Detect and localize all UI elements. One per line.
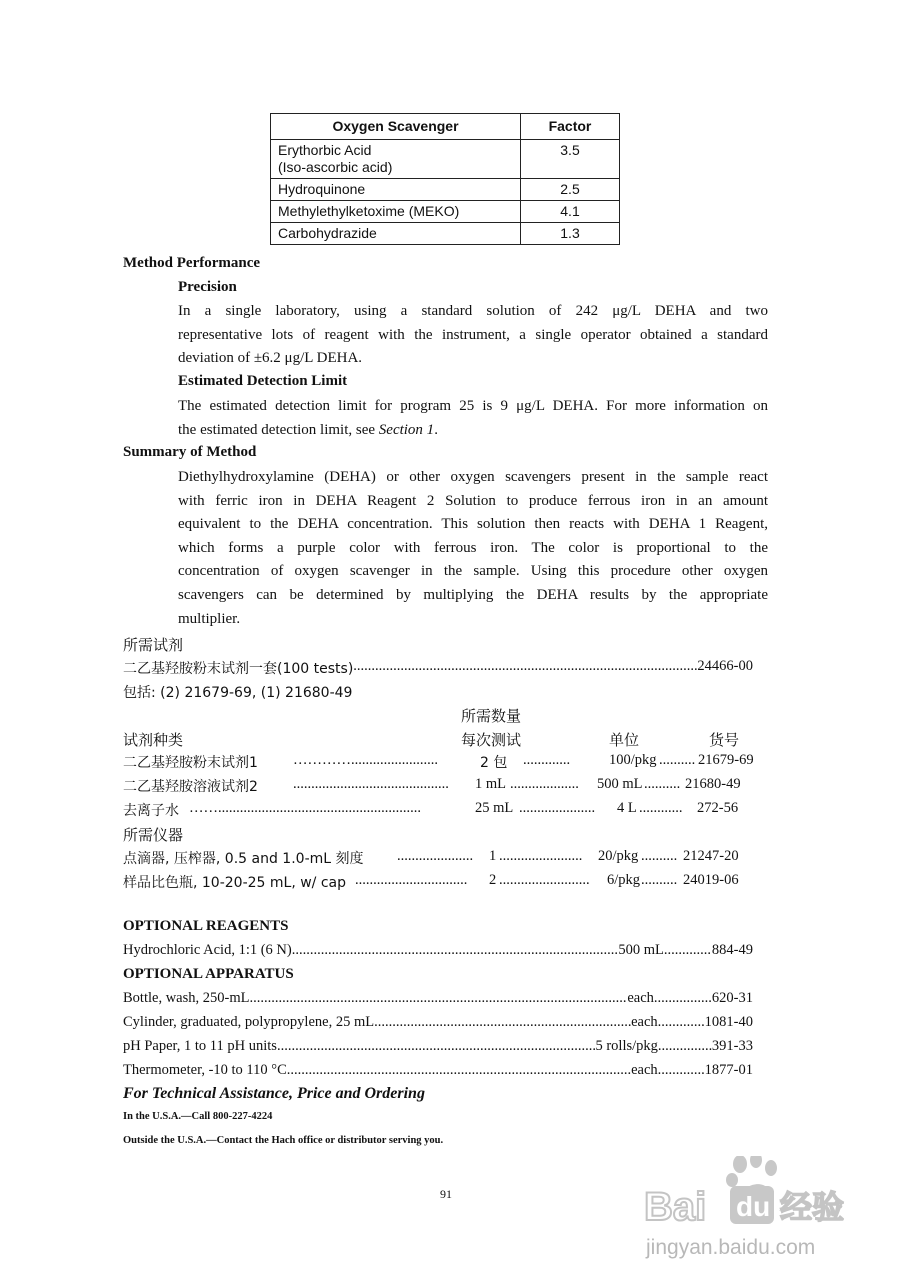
international-contact-line: Outside the U.S.A.—Contact the Hach office or distributor serving you. [123, 1135, 444, 1146]
leader-dots: .......... [644, 776, 681, 792]
paragraph-line: In a single laboratory, using a standard solution of 242 μg/L DEHA and two [178, 303, 768, 319]
item-catalog: 620-31 [711, 990, 753, 1006]
svg-text:du: du [736, 1191, 771, 1222]
item-catalog: 1081-40 [704, 1014, 753, 1030]
item-unit: 6/pkg [607, 872, 641, 888]
leader-dots: ............. [663, 942, 712, 958]
leader-dots [277, 1038, 596, 1055]
table-row [123, 990, 753, 1007]
item-name: 点滴器, 压榨器, 0.5 and 1.0-mL 刻度 [123, 851, 364, 867]
leader-dots [374, 1014, 631, 1031]
table-row [271, 223, 620, 245]
summary-heading: Summary of Method [123, 444, 257, 460]
paragraph-line: with ferric iron in DEHA Reagent 2 Solution to produce ferrous iron in an amount [178, 492, 768, 509]
leader-dots: .......... [641, 872, 678, 888]
leader-dots: ................ [653, 990, 712, 1006]
leader-dots: ................... [510, 776, 579, 792]
item-catalog: 391-33 [711, 1038, 753, 1054]
watermark-url: jingyan.baidu.com [646, 1236, 816, 1259]
table-cell: 2.5 [521, 179, 620, 201]
item-catalog: 272-56 [697, 800, 739, 816]
leader-dots [287, 1062, 631, 1079]
table-cell: Erythorbic Acid (Iso-ascorbic acid) [271, 140, 521, 179]
table-row [123, 1014, 753, 1031]
column-header: 每次测试 [461, 731, 522, 749]
leader-dots: ............. [657, 1014, 705, 1030]
paragraph-line: Diethylhydroxylamine (DEHA) or other oxygen scavengers present in the sample react [178, 469, 768, 485]
column-header-row [123, 729, 753, 751]
item-name: Thermometer, -10 to 110 °C [123, 1062, 287, 1078]
table-cell: Methylethylketoxime (MEKO) [271, 201, 521, 223]
item-unit: 500 mL [597, 776, 643, 792]
table-row [123, 848, 753, 870]
table-cell: 4.1 [521, 201, 620, 223]
table-row [271, 201, 620, 223]
leader-dots: ……........................................................ [189, 800, 421, 816]
factor-table [270, 113, 620, 245]
item-unit: 100/pkg [609, 752, 657, 768]
paragraph-line: concentration of oxygen scavenger in the sample. Using this procedure other oxygen [178, 563, 768, 580]
table-cell: Carbohydrazide [271, 223, 521, 245]
summary-paragraph [178, 466, 768, 631]
item-name: pH Paper, 1 to 11 pH units [123, 1038, 277, 1054]
item-catalog: 21679-69 [698, 752, 754, 768]
item-name: 二乙基羟胺溶液试剂2 [123, 779, 258, 795]
required-apparatus-heading: 所需仪器 [123, 826, 184, 844]
table-header: Factor [521, 114, 620, 140]
table-header-row [271, 114, 620, 140]
leader-dots: ..................... [519, 800, 596, 816]
usa-contact-line: In the U.S.A.—Call 800-227-4224 [123, 1111, 273, 1122]
column-header: 单位 [609, 731, 640, 749]
item-name: Hydrochloric Acid, 1:1 (6 N) [123, 942, 292, 958]
leader-dots: ........................................... [293, 776, 449, 792]
table-row [123, 800, 753, 822]
table-cell: 1.3 [521, 223, 620, 245]
optional-apparatus-heading: OPTIONAL APPARATUS [123, 966, 294, 982]
paragraph-line: deviation of ±6.2 μg/L DEHA. [178, 350, 363, 367]
paragraph-line: equivalent to the DEHA concentration. This solution then reacts with DEHA 1 Reagent, [178, 516, 768, 533]
reagent-set-row [123, 658, 753, 678]
table-cell: Hydroquinone [271, 179, 521, 201]
method-performance-heading: Method Performance [123, 255, 261, 271]
table-cell: 3.5 [521, 140, 620, 179]
edl-paragraph [178, 395, 768, 442]
catalog-number: 24466-00 [697, 658, 753, 674]
item-catalog: 884-49 [711, 942, 753, 958]
table-header: Oxygen Scavenger [271, 114, 521, 140]
includes-line: 包括: (2) 21679-69, (1) 21680-49 [123, 685, 353, 701]
precision-paragraph [178, 300, 768, 371]
leader-dots: ..................... [397, 848, 474, 864]
precision-heading: Precision [178, 279, 237, 295]
leader-dots [292, 942, 619, 959]
item-catalog: 21247-20 [683, 848, 739, 864]
table-row [123, 776, 753, 798]
page-number: 91 [440, 1187, 452, 1201]
technical-assistance-heading: For Technical Assistance, Price and Ordering [123, 1085, 425, 1102]
paragraph-line: scavengers can be determined by multiplying the DEHA results by the appropriate [178, 586, 768, 603]
text-span: . [434, 421, 438, 438]
item-qty: 2 包 [480, 755, 508, 771]
paragraph-line: The estimated detection limit for program 25 is 9 μg/L DEHA. For more information on [178, 398, 768, 414]
leader-dots [353, 658, 697, 678]
column-header: 试剂种类 [123, 731, 184, 749]
item-name: 二乙基羟胺粉末试剂1 [123, 755, 258, 771]
item-qty: 1 [489, 848, 497, 864]
item-catalog: 1877-01 [704, 1062, 753, 1078]
text-span: the estimated detection limit, see [178, 421, 379, 438]
leader-dots: ............................... [355, 872, 468, 888]
item-unit: 500 mL [618, 942, 664, 958]
item-unit: 4 L [617, 800, 637, 816]
item-name: 去离子水 [123, 803, 179, 819]
paragraph-line: multiplier. [178, 610, 241, 627]
table-row [123, 1038, 753, 1055]
item-name: Bottle, wash, 250-mL [123, 990, 250, 1006]
item-unit: each [631, 1014, 658, 1030]
table-row [271, 140, 620, 179]
item-qty: 2 [489, 872, 497, 888]
leader-dots: ............. [657, 1062, 705, 1078]
svg-text:Bai: Bai [644, 1185, 707, 1229]
item-unit: each [627, 990, 654, 1006]
table-row [123, 1062, 753, 1079]
leader-dots: .......... [659, 752, 696, 768]
table-row [271, 179, 620, 201]
column-header: 货号 [709, 731, 740, 749]
table-row [123, 752, 753, 774]
leader-dots: ............. [523, 752, 571, 768]
leader-dots: ......................... [499, 872, 590, 888]
table-row [123, 942, 753, 959]
paragraph-line: representative lots of reagent with the instrument, a single operator obtained a standard [178, 326, 768, 343]
item-qty: 1 mL [475, 776, 507, 792]
item-name: Cylinder, graduated, polypropylene, 25 mL [123, 1014, 375, 1030]
svg-text:经验: 经验 [780, 1188, 845, 1226]
leader-dots: ............... [657, 1038, 712, 1054]
item-qty: 25 mL [475, 800, 514, 816]
reagent-set-label: 二乙基羟胺粉末试剂一套(100 tests) [123, 661, 354, 677]
table-row [123, 872, 753, 894]
column-header-qty-top: 所需数量 [461, 707, 522, 725]
baidu-jingyan-watermark [640, 1156, 860, 1266]
item-unit: each [631, 1062, 658, 1078]
section-reference: Section 1 [378, 421, 435, 438]
item-unit: 20/pkg [598, 848, 639, 864]
leader-dots: ....................... [499, 848, 583, 864]
item-catalog: 24019-06 [683, 872, 739, 888]
edl-heading: Estimated Detection Limit [178, 373, 348, 389]
leader-dots: …………........................ [293, 752, 438, 768]
item-name: 样品比色瓶, 10-20-25 mL, w/ cap [123, 875, 347, 891]
leader-dots: ............ [639, 800, 683, 816]
paragraph-line: which forms a purple color with ferrous iron. The color is proportional to the [178, 539, 768, 556]
item-unit: 5 rolls/pkg [595, 1038, 658, 1054]
optional-reagents-heading: OPTIONAL REAGENTS [123, 918, 289, 934]
item-catalog: 21680-49 [685, 776, 741, 792]
paragraph-line [178, 419, 768, 443]
leader-dots [249, 990, 627, 1007]
required-reagents-heading: 所需试剂 [123, 636, 184, 654]
leader-dots: .......... [641, 848, 678, 864]
